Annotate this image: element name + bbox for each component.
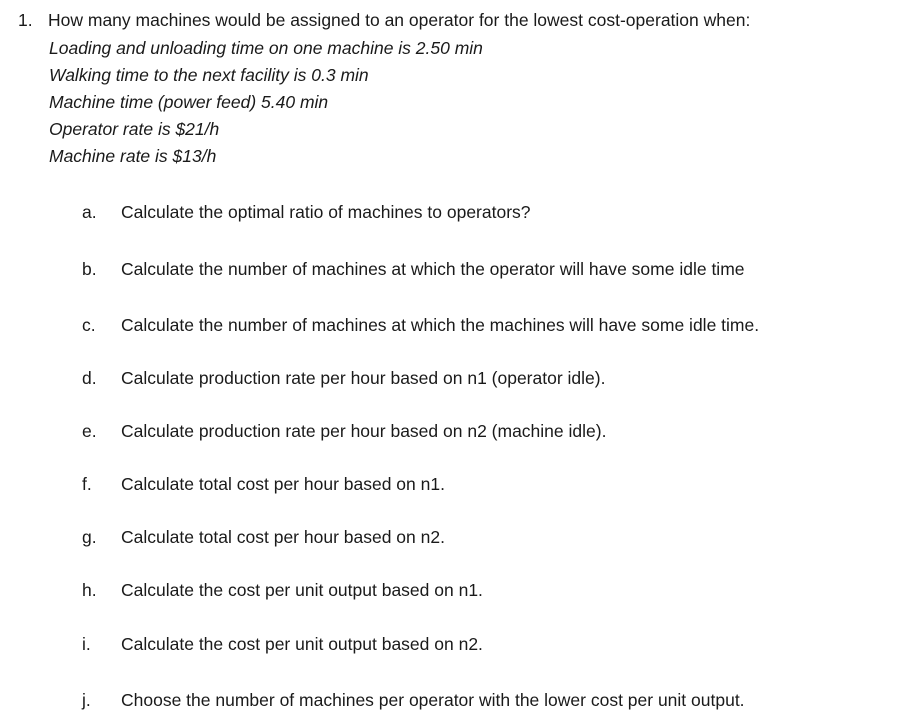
sub-question-label: a. — [82, 202, 97, 222]
given-walking-time: Walking time to the next facility is 0.3 min — [49, 65, 369, 85]
given-machine-rate: Machine rate is $13/h — [49, 146, 217, 166]
sub-question-text: Calculate the cost per unit output based on n1. — [121, 580, 483, 600]
sub-question-text: Calculate production rate per hour based on n2 (machine idle). — [121, 421, 607, 441]
given-machine-time: Machine time (power feed) 5.40 min — [49, 92, 329, 112]
sub-question-text: Calculate the cost per unit output based on n2. — [121, 634, 483, 654]
question-heading — [18, 10, 750, 31]
sub-question-label: h. — [82, 580, 97, 600]
sub-question-label: j. — [82, 690, 91, 710]
given-loading-time: Loading and unloading time on one machine is 2.50 min — [49, 38, 483, 58]
sub-question-label: b. — [82, 259, 97, 279]
sub-question-text: Calculate total cost per hour based on n2. — [121, 527, 445, 547]
sub-question-text: Calculate the number of machines at which the operator will have some idle time — [121, 259, 745, 279]
sub-question-label: e. — [82, 421, 97, 441]
sub-question-label: d. — [82, 368, 97, 388]
sub-question-text: Choose the number of machines per operator with the lower cost per unit output. — [121, 690, 745, 710]
given-operator-rate: Operator rate is $21/h — [49, 119, 220, 139]
sub-question-text: Calculate total cost per hour based on n1. — [121, 474, 445, 494]
sub-question-text: Calculate production rate per hour based on n1 (operator idle). — [121, 368, 606, 388]
question-prompt: How many machines would be assigned to an operator for the lowest cost-operation when: — [48, 10, 751, 30]
sub-question-label: i. — [82, 634, 91, 654]
sub-question-label: f. — [82, 474, 92, 494]
sub-question-text: Calculate the optimal ratio of machines to operators? — [121, 202, 531, 222]
sub-question-label: c. — [82, 315, 96, 335]
question-number: 1. — [18, 10, 33, 30]
sub-question-text: Calculate the number of machines at which the machines will have some idle time. — [121, 315, 760, 335]
sub-question-label: g. — [82, 527, 97, 547]
